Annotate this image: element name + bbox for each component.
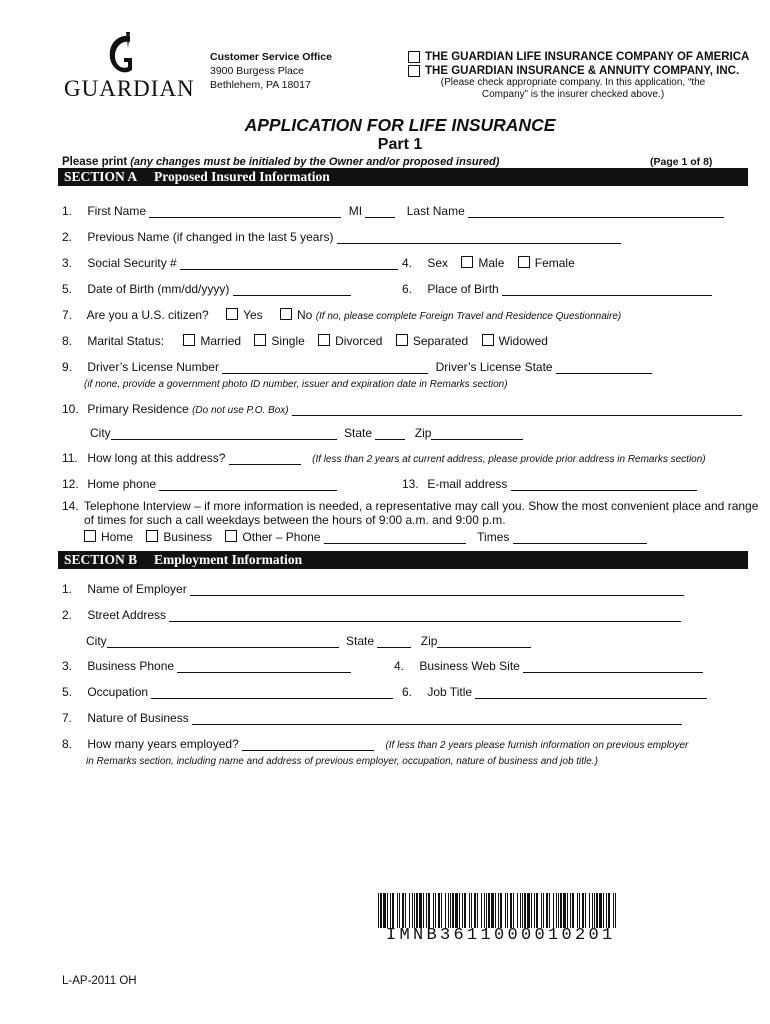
b1-row <box>62 582 684 596</box>
office-title: Customer Service Office <box>210 51 332 63</box>
section-b-label: SECTION B <box>64 552 138 567</box>
male-checkbox[interactable] <box>461 256 473 268</box>
divorced-checkbox[interactable] <box>318 334 330 346</box>
form-title: APPLICATION FOR LIFE INSURANCE <box>244 115 556 135</box>
citizen-yes-label: Yes <box>243 308 263 322</box>
company2-checkbox[interactable] <box>408 65 420 77</box>
b2-num: 2. <box>62 608 73 622</box>
page-number: (Page 1 of 8) <box>650 156 713 168</box>
city-label: City <box>90 426 111 440</box>
email-label: E-mail address <box>427 477 508 491</box>
office-address <box>210 50 332 92</box>
how-long-label: How long at this address? <box>87 451 226 465</box>
email-field[interactable] <box>511 479 697 491</box>
barcode-icon <box>378 893 618 928</box>
married-checkbox[interactable] <box>183 334 195 346</box>
a14-row <box>62 499 758 527</box>
section-a-label: SECTION A <box>64 169 138 184</box>
years-employed-note2: in Remarks section, including name and address of previous employer, occupation, nature of business and job title.) <box>86 756 598 767</box>
primary-residence-field[interactable] <box>292 404 742 416</box>
a1-num: 1. <box>62 204 73 218</box>
primary-residence-note: (Do not use P.O. Box) <box>192 405 289 416</box>
logo-text: GUARDIAN <box>64 76 195 101</box>
ssn-field[interactable] <box>180 258 398 270</box>
home-phone-label: Home phone <box>87 477 157 491</box>
a9-row <box>62 360 652 374</box>
separated-checkbox[interactable] <box>396 334 408 346</box>
a7-num: 7. <box>62 308 73 322</box>
interview-other-label: Other – Phone <box>242 530 321 544</box>
a2-num: 2. <box>62 230 73 244</box>
job-title-label: Job Title <box>427 685 473 699</box>
employer-zip-label: Zip <box>420 634 438 648</box>
zip-label: Zip <box>414 426 432 440</box>
a2-row <box>62 230 621 244</box>
print-note: (any changes must be initialed by the Owner and/or proposed insured) <box>130 156 500 168</box>
a4-row <box>402 256 575 270</box>
employer-name-label: Name of Employer <box>87 582 187 596</box>
office-address-line2: Bethlehem, PA 18017 <box>210 79 311 91</box>
years-employed-note1: (If less than 2 years please furnish information on previous employer <box>385 740 689 751</box>
a14-num: 14. <box>62 499 79 513</box>
interview-times-field[interactable] <box>513 532 647 544</box>
a8-num: 8. <box>62 334 73 348</box>
barcode-text: IMNB3611000010201 <box>386 926 616 945</box>
a11-row <box>62 451 706 465</box>
b7-num: 7. <box>62 711 73 725</box>
employer-zip-field[interactable] <box>437 636 531 648</box>
a6-row <box>402 282 712 296</box>
business-website-field[interactable] <box>523 661 703 673</box>
b8-num: 8. <box>62 737 73 751</box>
b1-num: 1. <box>62 582 73 596</box>
a13-num: 13. <box>402 477 419 491</box>
company-note-line2: Company” is the insurer checked above.) <box>481 89 665 100</box>
section-b-header <box>58 551 748 569</box>
interview-home-label: Home <box>101 530 134 544</box>
a4-num: 4. <box>402 256 413 270</box>
street-address-field[interactable] <box>169 610 681 622</box>
dob-label: Date of Birth (mm/dd/yyyy) <box>87 282 230 296</box>
nature-of-business-label: Nature of Business <box>87 711 189 725</box>
place-of-birth-label: Place of Birth <box>427 282 499 296</box>
telephone-interview-text2: of times for such a call weekdays between the hours of 9:00 a.m. and 9:00 p.m. <box>84 513 506 527</box>
how-long-field[interactable] <box>229 453 301 465</box>
employer-city-label: City <box>86 634 107 648</box>
male-label: Male <box>478 256 505 270</box>
b7-row <box>62 711 682 725</box>
mi-field[interactable] <box>365 206 395 218</box>
employer-state-field[interactable] <box>377 636 411 648</box>
street-address-label: Street Address <box>87 608 167 622</box>
a3-num: 3. <box>62 256 73 270</box>
zip-field[interactable] <box>431 428 523 440</box>
employer-name-field[interactable] <box>190 584 684 596</box>
years-employed-field[interactable] <box>242 739 374 751</box>
a12-num: 12. <box>62 477 79 491</box>
drivers-license-label: Driver’s License Number <box>87 360 219 374</box>
last-name-label: Last Name <box>406 204 465 218</box>
interview-home-checkbox[interactable] <box>84 530 96 542</box>
a11-num: 11. <box>62 451 78 465</box>
a6-num: 6. <box>402 282 413 296</box>
company1-label: THE GUARDIAN LIFE INSURANCE COMPANY OF AMERICA <box>425 51 750 63</box>
mi-label: MI <box>348 204 363 218</box>
b2-row <box>62 608 681 622</box>
print-label: Please print <box>62 156 128 168</box>
b3-num: 3. <box>62 659 73 673</box>
female-checkbox[interactable] <box>518 256 530 268</box>
a3-row <box>62 256 398 270</box>
section-b-title: Employment Information <box>154 552 303 567</box>
widowed-checkbox[interactable] <box>482 334 494 346</box>
interview-other-checkbox[interactable] <box>225 530 237 542</box>
print-instruction <box>62 156 499 168</box>
last-name-field[interactable] <box>468 206 724 218</box>
employer-city-field[interactable] <box>107 636 339 648</box>
b6-row <box>402 685 707 699</box>
b4-num: 4. <box>394 659 405 673</box>
company-note-line1: (Please check appropriate company. In this application, “the <box>440 77 706 88</box>
widowed-label: Widowed <box>498 334 548 348</box>
interview-times-label: Times <box>477 530 510 544</box>
previous-name-label: Previous Name (if changed in the last 5 years) <box>87 230 334 244</box>
guardian-logo-icon <box>104 32 140 80</box>
b8-row <box>62 737 688 751</box>
office-address-line1: 3900 Burgess Place <box>210 65 304 77</box>
interview-business-label: Business <box>163 530 213 544</box>
business-website-label: Business Web Site <box>419 659 520 673</box>
form-part: Part 1 <box>377 136 423 153</box>
a7-row <box>62 308 621 322</box>
a12-row <box>62 477 337 491</box>
company-selection <box>408 50 749 78</box>
dob-field[interactable] <box>233 284 351 296</box>
company-note <box>408 77 738 101</box>
b5-num: 5. <box>62 685 73 699</box>
a9-num: 9. <box>62 360 73 374</box>
business-phone-label: Business Phone <box>87 659 175 673</box>
married-label: Married <box>200 334 242 348</box>
sex-label: Sex <box>427 256 449 270</box>
first-name-field[interactable] <box>149 206 341 218</box>
drivers-license-state-label: Driver’s License State <box>435 360 553 374</box>
drivers-license-note: (if none, provide a government photo ID number, issuer and expiration date in Remarks section) <box>84 379 508 390</box>
b3-row <box>62 659 351 673</box>
occupation-label: Occupation <box>87 685 149 699</box>
a10-num: 10. <box>62 402 79 416</box>
a13-row <box>402 477 697 491</box>
a14-options-row <box>84 530 647 544</box>
b5-row <box>62 685 393 699</box>
a10-city-row <box>90 426 523 440</box>
state-label: State <box>344 426 373 440</box>
job-title-field[interactable] <box>475 687 707 699</box>
divorced-label: Divorced <box>335 334 383 348</box>
citizen-no-label: No <box>297 308 313 322</box>
citizen-note: (If no, please complete Foreign Travel and Residence Questionnaire) <box>315 311 622 322</box>
home-phone-field[interactable] <box>159 479 337 491</box>
company1-checkbox[interactable] <box>408 51 420 63</box>
years-employed-label: How many years employed? <box>87 737 239 751</box>
place-of-birth-field[interactable] <box>502 284 712 296</box>
employer-state-label: State <box>346 634 375 648</box>
a10-row <box>62 402 742 416</box>
section-a-title: Proposed Insured Information <box>154 169 330 184</box>
form-id: L-AP-2011 OH <box>62 975 137 987</box>
single-checkbox[interactable] <box>254 334 266 346</box>
b6-num: 6. <box>402 685 413 699</box>
state-field[interactable] <box>375 428 405 440</box>
business-phone-field[interactable] <box>177 661 351 673</box>
citizen-no-checkbox[interactable] <box>280 308 292 320</box>
primary-residence-label: Primary Residence <box>87 402 189 416</box>
drivers-license-state-field[interactable] <box>556 362 652 374</box>
interview-phone-field[interactable] <box>324 532 466 544</box>
company2-label: THE GUARDIAN INSURANCE & ANNUITY COMPANY, INC. <box>425 65 740 77</box>
b2-city-row <box>86 634 531 648</box>
citizen-label: Are you a U.S. citizen? <box>86 308 209 322</box>
single-label: Single <box>271 334 305 348</box>
a5-num: 5. <box>62 282 73 296</box>
occupation-field[interactable] <box>151 687 393 699</box>
a8-row <box>62 334 548 348</box>
separated-label: Separated <box>412 334 469 348</box>
telephone-interview-text1: Telephone Interview – if more information is needed, a representative may call you. Show the most convenient place and range <box>84 499 759 513</box>
a5-row <box>62 282 351 296</box>
section-a-header <box>58 168 748 186</box>
interview-business-checkbox[interactable] <box>146 530 158 542</box>
previous-name-field[interactable] <box>337 232 621 244</box>
drivers-license-field[interactable] <box>222 362 428 374</box>
city-field[interactable] <box>111 428 337 440</box>
ssn-label: Social Security # <box>87 256 177 270</box>
b4-row <box>394 659 703 673</box>
marital-status-label: Marital Status: <box>87 334 165 348</box>
how-long-note: (If less than 2 years at current address, please provide prior address in Remarks section) <box>312 454 706 465</box>
female-label: Female <box>534 256 575 270</box>
first-name-label: First Name <box>87 204 147 218</box>
a1-row <box>62 204 724 218</box>
citizen-yes-checkbox[interactable] <box>226 308 238 320</box>
nature-of-business-field[interactable] <box>192 713 682 725</box>
